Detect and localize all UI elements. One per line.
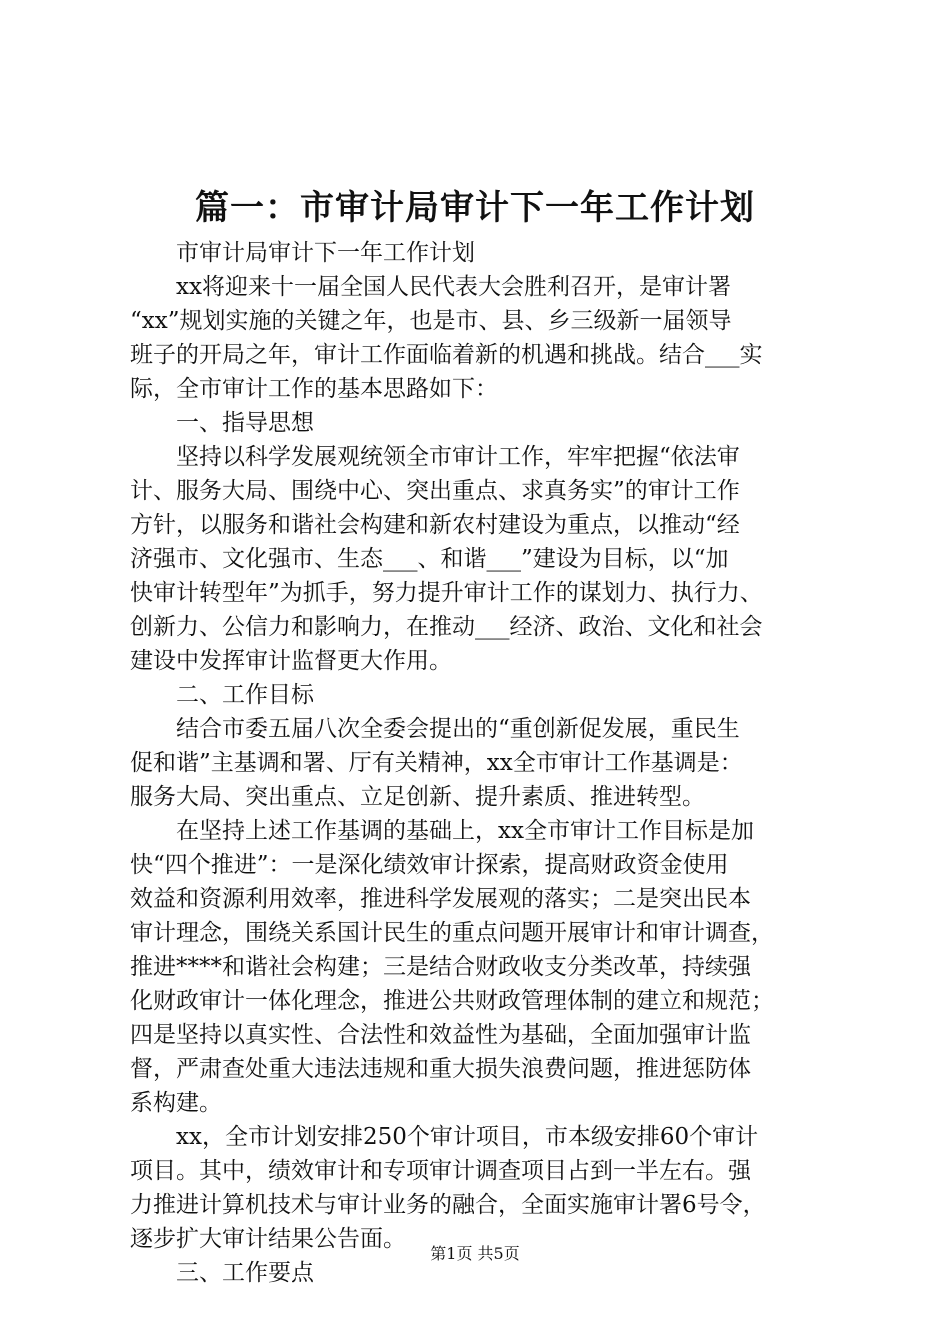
text-line: 效益和资源利用效率，推进科学发展观的落实；二是突出民本 <box>130 886 751 912</box>
text-line: 推进****和谐社会构建；三是结合财政收支分类改革，持续强 <box>130 954 751 980</box>
text-line: 市审计局审计下一年工作计划 <box>130 240 475 266</box>
text-line: 促和谐”主基调和署、厅有关精神，xx全市审计工作基调是： <box>130 750 743 776</box>
text-line: 二、工作目标 <box>130 682 314 708</box>
text-line: 建设中发挥审计监督更大作用。 <box>130 648 452 674</box>
text-line: 系构建。 <box>130 1090 222 1116</box>
text-line: 一、指导思想 <box>130 410 314 436</box>
text-line: 方针，以服务和谐社会构建和新农村建设为重点，以推动“经 <box>130 512 740 538</box>
page-footer: 第1页 共5页 <box>430 1244 520 1263</box>
text-line: 快“四个推进”：一是深化绩效审计探索，提高财政资金使用 <box>130 852 729 878</box>
text-line: 化财政审计一体化理念，推进公共财政管理体制的建立和规范； <box>130 988 774 1014</box>
text-line: 济强市、文化强市、生态___、和谐___”建设为目标，以“加 <box>130 546 729 572</box>
text-line: 审计理念，围绕关系国计民生的重点问题开展审计和审计调查， <box>130 920 774 946</box>
text-line: 创新力、公信力和影响力，在推动___经济、政治、文化和社会 <box>130 614 763 640</box>
text-line: 逐步扩大审计结果公告面。 <box>130 1226 406 1252</box>
text-line: 服务大局、突出重点、立足创新、提升素质、推进转型。 <box>130 784 705 810</box>
text-line: xx将迎来十一届全国人民代表大会胜利召开，是审计署 <box>130 274 731 300</box>
document-body <box>130 236 830 1290</box>
text-line: 坚持以科学发展观统领全市审计工作，牢牢把握“依法审 <box>130 444 740 470</box>
text-line: 结合市委五届八次全委会提出的“重创新促发展，重民生 <box>130 716 740 742</box>
text-line: 班子的开局之年，审计工作面临着新的机遇和挑战。结合___实 <box>130 342 763 368</box>
text-line: 在坚持上述工作基调的基础上，xx全市审计工作目标是加 <box>130 818 754 844</box>
text-line: 际，全市审计工作的基本思路如下： <box>130 376 498 402</box>
text-line: 三、工作要点 <box>130 1260 314 1286</box>
document-title: 篇一：市审计局审计下一年工作计划 <box>195 188 755 228</box>
text-line: 计、服务大局、围绕中心、突出重点、求真务实”的审计工作 <box>130 478 740 504</box>
text-line: 四是坚持以真实性、合法性和效益性为基础，全面加强审计监 <box>130 1022 751 1048</box>
text-line: 项目。其中，绩效审计和专项审计调查项目占到一半左右。强 <box>130 1158 751 1184</box>
text-line: xx，全市计划安排250个审计项目，市本级安排60个审计 <box>130 1124 759 1150</box>
text-line: 快审计转型年”为抓手，努力提升审计工作的谋划力、执行力、 <box>130 580 763 606</box>
text-line: 督，严肃查处重大违法违规和重大损失浪费问题，推进惩防体 <box>130 1056 751 1082</box>
text-line: “xx”规划实施的关键之年，也是市、县、乡三级新一届领导 <box>130 308 732 334</box>
text-line: 力推进计算机技术与审计业务的融合，全面实施审计署6号令， <box>130 1192 766 1218</box>
